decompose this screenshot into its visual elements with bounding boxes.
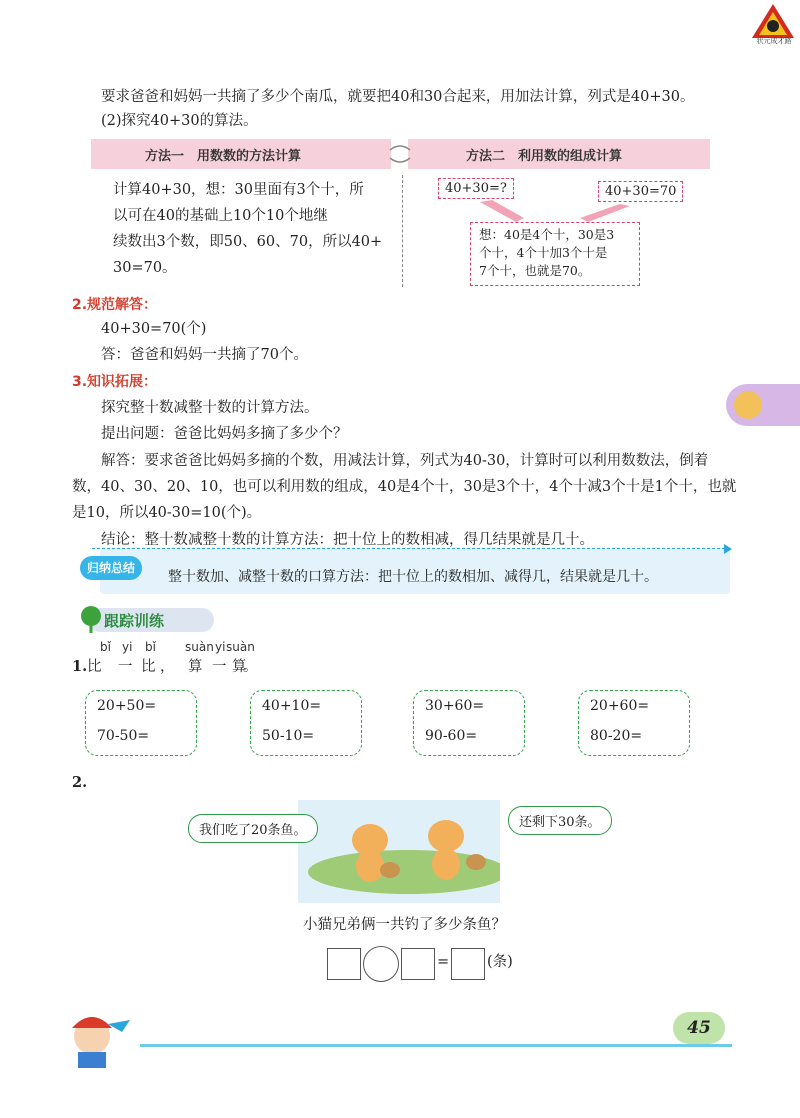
method2-question-box: 40+30=? xyxy=(438,178,514,199)
section3-heading: 3.知识拓展： xyxy=(72,374,158,390)
summary-text: 整十数加、减整十数的口算方法：把十位上的数相加、减得几，结果就是几十。 xyxy=(168,569,658,585)
band-link-icon xyxy=(388,140,412,168)
method-divider xyxy=(402,175,403,287)
q1-char: 比 xyxy=(141,659,156,675)
section3-line: 解答：要求爸爸比妈妈多摘的个数，用减法计算，列式为40-30，计算时可以利用数数法，倒着 xyxy=(101,453,709,469)
speech-bubble-left: 我们吃了20条鱼。 xyxy=(188,814,318,843)
calc-equation: 50-10= xyxy=(262,728,315,744)
intro-line: 要求爸爸和妈妈一共摘了多少个南瓜，就要把40和30合起来，用加法计算，列式是40+30。 xyxy=(101,89,695,105)
q1-char: 一 xyxy=(212,659,227,675)
method2-title: 方法二 利用数的组成计算 xyxy=(466,149,623,164)
q2-question: 小猫兄弟俩一共钓了多少条鱼？ xyxy=(303,917,506,933)
pinyin: suàn xyxy=(185,640,214,654)
q1-char: ， xyxy=(160,659,175,675)
method1-line: 30=70。 xyxy=(113,260,177,276)
calc-equation: 20+60= xyxy=(590,698,650,714)
leaf-icon xyxy=(78,604,104,634)
speech-bubble-right: 还剩下30条。 xyxy=(508,806,612,835)
method2-answer-box: 40+30=70 xyxy=(598,181,683,202)
q1-char: 一 xyxy=(118,659,133,675)
pinyin: yi xyxy=(215,640,226,654)
section2-equation: 40+30=70(个) xyxy=(101,321,207,337)
training-title: 跟踪训练 xyxy=(104,612,165,630)
equals-sign: = xyxy=(437,954,450,970)
calc-equation: 80-20= xyxy=(590,728,643,744)
summary-arrow-icon xyxy=(724,544,732,554)
section3-line: 数，40、30、20、10，也可以利用数的组成，40是4个十，30是3个十，4个十减3个十是1个十，也就 xyxy=(72,479,737,495)
method1-title: 方法一 用数数的方法计算 xyxy=(145,149,302,164)
think-line: 个十，4个十加3个十是 xyxy=(479,245,608,260)
q2-number: 2. xyxy=(72,774,88,791)
cats-illustration xyxy=(298,800,500,903)
method2-think-box xyxy=(470,222,640,286)
q1-char: 。 xyxy=(243,659,258,675)
pinyin: bǐ xyxy=(100,640,111,654)
pinyin: suàn xyxy=(226,640,255,654)
method1-line: 计算40+30，想：30里面有3个十，所 xyxy=(113,182,364,198)
logo-text: 状元成才路 xyxy=(756,37,792,45)
answer-box[interactable] xyxy=(451,948,485,980)
operator-circle[interactable] xyxy=(363,946,399,982)
calc-equation: 90-60= xyxy=(425,728,478,744)
section2-heading: 2.规范解答： xyxy=(72,297,158,313)
answer-box[interactable] xyxy=(401,948,435,980)
page-number: 45 xyxy=(673,1012,725,1044)
section3-conclusion: 结论：整十数减整十数的计算方法：把十位上的数相减，得几结果就是几十。 xyxy=(101,532,594,548)
pinyin: yi xyxy=(122,640,133,654)
summary-tag: 归纳总结 xyxy=(80,556,142,580)
section3-line: 提出问题：爸爸比妈妈多摘了多少个？ xyxy=(101,426,348,442)
unit-label: (条) xyxy=(487,954,513,970)
calc-equation: 20+50= xyxy=(97,698,157,714)
mascot-face-icon xyxy=(734,391,762,419)
calc-equation: 30+60= xyxy=(425,698,485,714)
side-tab xyxy=(726,384,800,426)
think-line: 7个十，也就是70。 xyxy=(479,263,591,278)
think-line: 想：40是4个十，30是3 xyxy=(479,227,615,242)
q1-number: 1. xyxy=(72,658,88,675)
q1-char: 算 xyxy=(188,659,203,675)
pinyin: bǐ xyxy=(145,640,156,654)
calc-equation: 70-50= xyxy=(97,728,150,744)
q1-char: 算 xyxy=(232,659,247,675)
mascot-boy-icon xyxy=(62,1006,132,1070)
q1-char: 比 xyxy=(87,659,102,675)
summary-line xyxy=(92,548,730,549)
section3-line: 探究整十数减整十数的计算方法。 xyxy=(101,400,319,416)
section3-line: 是10，所以40-30=10(个)。 xyxy=(72,505,262,521)
section2-answer: 答：爸爸和妈妈一共摘了70个。 xyxy=(101,347,308,363)
explore-title: (2)探究40+30的算法。 xyxy=(101,113,258,129)
method1-line: 续数出3个数，即50、60、70，所以40+ xyxy=(113,234,383,250)
calc-equation: 40+10= xyxy=(262,698,322,714)
footer-line xyxy=(140,1044,732,1047)
method1-line: 以可在40的基础上10个10个地继 xyxy=(113,208,328,224)
answer-box[interactable] xyxy=(327,948,361,980)
